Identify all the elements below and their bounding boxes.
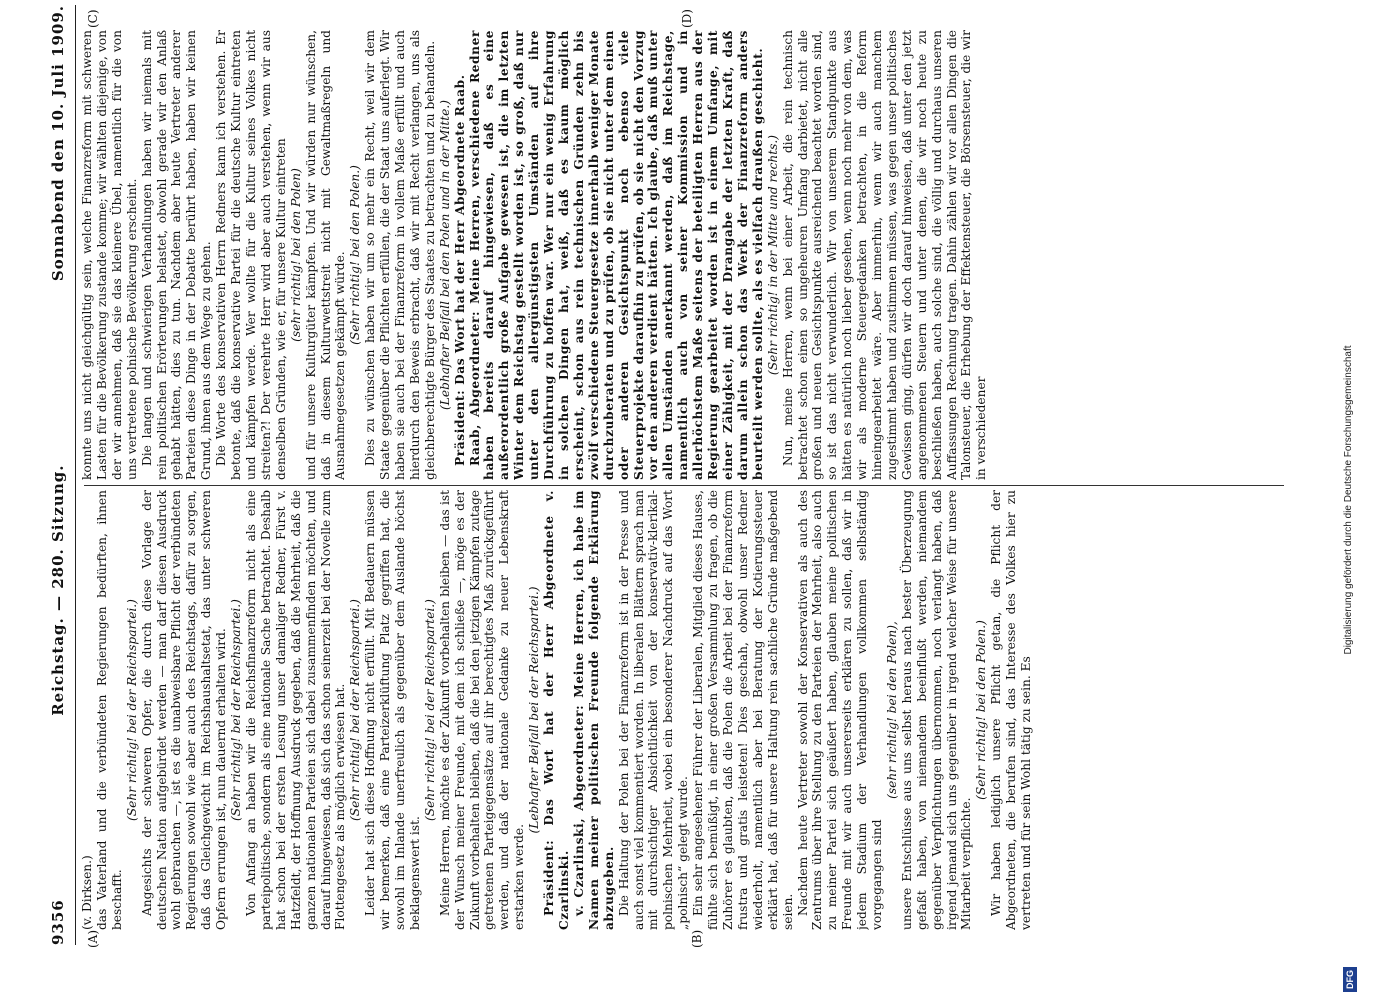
interjection: (Sehr richtig! bei den Polen.) [348, 165, 363, 345]
paragraph: Die Haltung der Polen bei der Finanzreform ist in der Presse und auch sonst viel kommentiert worden. In liberalen Blättern sprach man mit durchsichtiger Absichtlichkeit von der konservativ-klerikal-polnischen Mehrheit, wobei ein besonderer Nachdruck auf das Wort „polnisch“ gelegt wurde. [616, 490, 691, 930]
speaker-paragraph: Präsident: Das Wort hat der Herr Abgeordnete v. Czarlinski. [542, 490, 571, 930]
speaker-paragraph: Präsident: Das Wort hat der Herr Abgeordnete Raab. [452, 74, 467, 466]
paragraph: Wir haben lediglich unsere Pflicht getan, die Pflicht der Abgeordneten, die berufen sind, das Interesse des Volkes hier zu vertreten und für sein Wohl tätig zu sein. Es [989, 490, 1034, 930]
speaker-paragraph: Raab, Abgeordneter: Meine Herren, verschiedene Redner haben bereits darauf hingewiesen, daß es eine außerordentlich große Aufgabe gewesen ist, die im letzten Winter dem Reichstag gestellt worden ist, so groß, daß nur unter den allergünstigsten Umständen auf ihre Durchführung zu hoffen war. Wer nur ein wenig Erfahrung in solchen Dingen hat, weiß, daß es kaum möglich erscheint, schon aus rein technischen Gründen zehn bis zwölf verschiedene Steuergesetze innerhalb weniger Monate durchzuberaten und zu prüfen, ob sie nicht unter dem einen oder anderen Gesichtspunkt noch ebenso viele Steuerprojekte daraufhin zu prüfen, ob sie nicht den Vorzug vor den anderen verdient hätten. Ich glaube, daß muß unter allen Umständen anerkannt werden, daß im Reichstage, namentlich auch von seiner Kommission und in allerhöchstem Maße seitens der beteiligten Herren aus der Regierung gearbeitet worden ist in einem Umfange, mit einer Zähigkeit, mit der Drangabe der letzten Kraft, daß darum allein schon das Werk der Finanzreform anders beurteilt werden sollte, als es vielfach draußen geschieht. [467, 30, 765, 480]
interjection: (Sehr richtig! bei der Reichspartei.) [229, 599, 244, 821]
margin-mark-d: (D) [680, 9, 694, 28]
paragraph: unsere Entschlüsse aus uns selbst heraus nach bester Überzeugung gefaßt haben, von niemandem beeinflußt werden, niemandem gegenüber Verpflichtungen übernommen, noch verlangt haben, daß irgend jemand sich uns gegenüber in irgend welcher Weise für unsere Mitarbeit verpflichte. [899, 490, 974, 930]
paragraph: und für unsere Kulturgüter kämpfen. Und wir würden nur wünschen, daß in diesem Kulturwettstreit nicht mit Gewaltmaßregeln und Ausnahmegesetzen gekämpft würde. [303, 30, 348, 480]
interjection: (Lebhafter Beifall bei der Reichspartei.) [527, 586, 542, 834]
paragraph: Ein sehr angesehener Führer der Liberalen, Mitglied dieses Hauses, fühlte sich bemüßigt, in einer großen Versammlung zu fragen, ob die Zuhörer es glaubten, daß die Polen die Arbeit bei der Finanzreform frustra und gratis leisteten! Dies geschah, obwohl unser Redner wiederholt, namentlich aber bei Beratung der Kotierungssteuer erklärt hat, daß für unsere Haltung rein sachliche Gründe maßgebend seien. [691, 490, 795, 930]
column-divider [84, 485, 1284, 486]
paragraph: Angesichts der schweren Opfer, die durch diese Vorlage der deutschen Nation aufgebürdet werden — man darf diesen Ausdruck wohl gebrauchen —, ist es die unabweisbare Pflicht der verbündeten Regierungen sowohl wie aber auch des Reichstags, dafür zu sorgen, daß das Gleichgewicht im Reichshaushaltsetat, das unter schweren Opfern errungen ist, nun dauernd erhalten wird. [139, 490, 229, 930]
paragraph: Von Anfang an haben wir die Reichsfinanzreform nicht als eine parteipolitische, sondern als eine nationale Sache betrachtet. Deshalb hat schon bei der ersten Lesung unser damaliger Redner, Fürst v. Hatzfeldt, der Hoffnung Ausdruck gegeben, daß die Mehrheit, daß die ganzen nationalen Parteien sich dabei zusammenfinden möchten, und darauf hingewiesen, daß sich das schon seinerzeit bei der Novelle zum Flottengesetz als möglich erwiesen hat. [243, 490, 348, 930]
session-title: Reichstag. — 280. Sitzung. [49, 464, 67, 716]
paragraph: Nun, meine Herren, wenn bei einer Arbeit, die rein technisch betrachtet schon einen so ungeheuren Umfang darbietet, nicht alle großen und neuen Gesichtspunkte ausreichend beachtet worden sind, so ist das nicht verwunderlich. Wir von unserem Standpunkte aus hätten es natürlich noch lieber gesehen, wenn noch mehr von dem, was wir als moderne Steuergedanken betrachten, in die Reform hineingearbeitet wäre. Aber immerhin, wenn wir auch manchem zugestimmt haben und zustimmen müssen, was gegen unser politisches Gewissen ging, dürfen wir doch darauf hinweisen, daß unter den jetzt angenommenen Steuern und unter denen, die wir noch heute zu beschließen haben, auch solche sind, die völlig und durchaus unseren Auffassungen Rechnung tragen. Dahin zählen wir vor allen Dingen die Talonsteuer, die Erhebung der Effektensteuer, die Börsensteuer, die wir in verschiedener [780, 30, 989, 480]
paragraph: (v. Dirksen.) [80, 855, 94, 930]
interjection: (Sehr richtig! bei den Polen.) [974, 620, 989, 800]
speaker-paragraph: v. Czarlinski, Abgeordneter: Meine Herren, ich habe im Namen meiner politischen Freunde folgende Erklärung abzugeben. [571, 490, 616, 930]
interjection: (sehr richtig! bei den Polen), [884, 621, 899, 799]
margin-mark-c: (C) [86, 9, 100, 28]
interjection: (Sehr richtig! in der Mitte und rechts.) [765, 134, 780, 376]
interjection: (Lebhafter Beifall bei den Polen und in der Mitte.) [437, 100, 452, 410]
dfg-logo: DFG [1343, 967, 1357, 992]
interjection: (sehr richtig! bei den Polen) [288, 168, 303, 342]
paragraph: Die Worte des konservativen Herrn Redners kann ich verstehen. Er betonte, daß die konservative Partei für die deutsche Kultur eintreten und kämpfen werde. Wer wollte für die Kultur seines Volkes nicht streiten?! Der verehrte Herr wird aber auch verstehen, wenn wir aus denselben Gründen, wie er, für unsere Kultur eintreten [214, 30, 288, 480]
paragraph: das Vaterland und die verbündeten Regierungen bedürften, ihnen beschafft. [94, 490, 124, 930]
interjection: (Sehr richtig! bei der Reichspartei.) [422, 599, 437, 821]
interjection: (Sehr richtig! bei der Reichspartei.) [124, 599, 139, 821]
paragraph: Leider hat sich diese Hoffnung nicht erfüllt. Mit Bedauern müssen wir bemerken, daß eine Parteizerklüftung Platz gegriffen hat, die sowohl im Inlande unerfreulich als gegenüber dem Auslande höchst beklagenswert ist. [363, 490, 422, 930]
interjection: (Sehr richtig! bei der Reichspartei.) [348, 599, 363, 821]
paragraph: konnte uns nicht gleichgültig sein, welche Finanzreform mit schweren Lasten für die Bevölkerung zustande komme; wir wählten diejenige, von der wir annehmen, daß sie das kleinere Übel, namentlich für die von uns vertretene polnische Bevölkerung erscheint. [80, 30, 139, 480]
paragraph: Nachdem heute Vertreter sowohl der Konservativen als auch des Zentrums über ihre Stellung zu den Parteien der Mehrheit, also auch zu meiner Partei sich geäußert haben, glauben meine politischen Freunde mit wir auch unsererseits erklären zu sollen, daß wir in jedem Stadium der Verhandlungen vollkommen selbständig vorgegangen sind [795, 490, 885, 930]
paragraph: Dies zu wünschen haben wir um so mehr ein Recht, weil wir dem Staate gegenüber die Pflichten erfüllen, die der Staat uns auferlegt. Wir haben sie auch bei der Finanzreform in vollem Maße erfüllt und auch hierdurch den Beweis erbracht, daß wir mit Recht verlangen, uns als gleichberechtigte Bürger des Staates zu betrachten und zu behandeln. [363, 30, 437, 480]
paragraph: Meine Herren, möchte es der Zukunft vorbehalten bleiben — das ist der Wunsch meiner Freunde, mit dem ich schließe —, möge es der Zukunft vorbehalten bleiben, daß die bei den jetzigen Kämpfen zutage getretenen Parteigegensätze auf ihr berechtigtes Maß zurückgeführt werden, und daß der nationale Gedanke zu neuer Lebenskraft erstarken werde. [437, 490, 527, 930]
page-number: 9356 [49, 899, 67, 945]
header-rule [75, 5, 76, 945]
paragraph: Die langen und schwierigen Verhandlungen haben wir niemals mit rein politischen Erörterungen belastet, obwohl gerade wir den Anlaß gehabt hätten, dies zu tun. Nachdem aber heute Vertreter anderer Parteien diese Dinge in der Debatte berührt haben, haben wir keinen Grund, ihnen aus dem Wege zu gehen. [139, 30, 214, 480]
funding-note: Digitalisierung gefördert durch die Deutsche Forschungsgemeinschaft [1343, 345, 1354, 655]
right-column [80, 30, 1290, 480]
margin-mark-b: (B) [690, 929, 704, 948]
session-date: Sonnabend den 10. Juli 1909. [49, 5, 67, 282]
page-header [45, 5, 71, 945]
margin-mark-a: (A) [86, 929, 100, 948]
left-column [80, 490, 1290, 930]
